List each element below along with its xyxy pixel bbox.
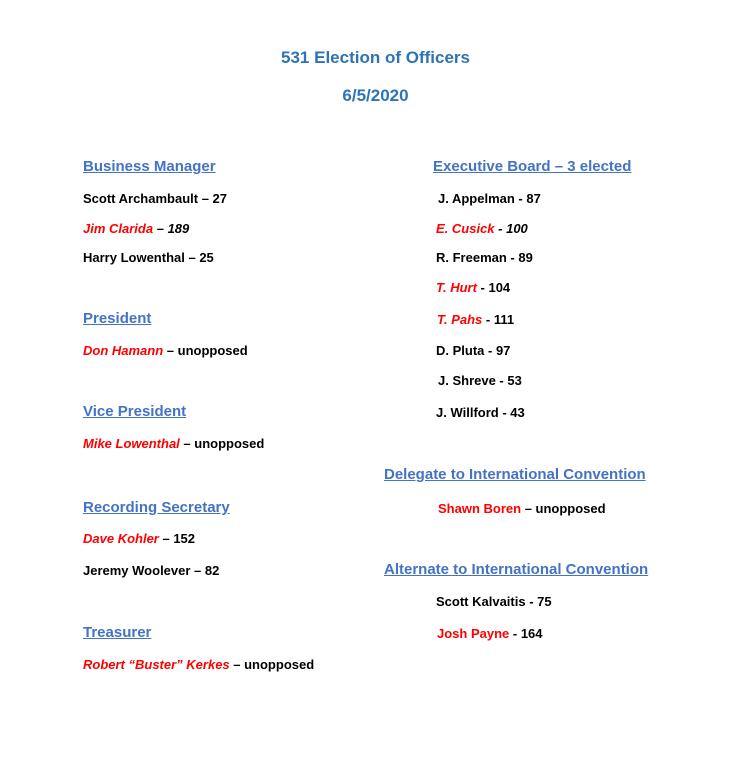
candidate-line-winner bbox=[437, 312, 514, 327]
winner-name: Mike Lowenthal bbox=[83, 436, 180, 451]
executive-board-heading: Executive Board – 3 elected bbox=[433, 158, 632, 175]
candidate-votes: - 164 bbox=[509, 626, 543, 641]
candidate-result: – unopposed bbox=[163, 343, 248, 358]
candidate-line: Scott Kalvaitis - 75 bbox=[436, 594, 552, 609]
candidate-result: – 152 bbox=[158, 531, 196, 546]
candidate-line: D. Pluta - 97 bbox=[436, 343, 511, 358]
candidate-line-winner bbox=[436, 221, 528, 236]
business-manager-heading: Business Manager bbox=[83, 158, 216, 175]
candidate-line-winner bbox=[83, 657, 314, 672]
candidate-result: – unopposed bbox=[521, 501, 606, 516]
winner-name: Josh Payne bbox=[437, 626, 510, 641]
candidate-name: Scott Archambault bbox=[83, 191, 199, 206]
candidate-line-winner bbox=[436, 280, 510, 295]
candidate-line-winner bbox=[437, 626, 543, 641]
winner-name: T. Pahs bbox=[437, 312, 483, 327]
candidate-line-winner bbox=[438, 501, 606, 516]
candidate-line-winner bbox=[83, 436, 264, 451]
candidate-line: J. Shreve - 53 bbox=[438, 373, 522, 388]
treasurer-heading: Treasurer bbox=[83, 624, 152, 641]
candidate-separator: – bbox=[153, 221, 168, 236]
recording-secretary-heading: Recording Secretary bbox=[83, 499, 230, 516]
candidate-result: – 82 bbox=[190, 563, 220, 578]
candidate-line-winner bbox=[83, 531, 195, 546]
delegate-heading: Delegate to International Convention bbox=[384, 466, 646, 483]
winner-name: Jim Clarida bbox=[83, 221, 154, 236]
election-date: 6/5/2020 bbox=[342, 86, 409, 105]
candidate-line bbox=[83, 250, 214, 265]
document-title: 531 Election of Officers bbox=[281, 48, 470, 67]
alternate-heading: Alternate to International Convention bbox=[384, 561, 649, 578]
candidate-line: R. Freeman - 89 bbox=[436, 250, 533, 265]
candidate-line-winner bbox=[83, 343, 248, 358]
candidate-votes: 189 bbox=[167, 221, 190, 236]
candidate-line-winner bbox=[83, 221, 189, 236]
winner-name: Shawn Boren bbox=[438, 501, 522, 516]
winner-name: E. Cusick bbox=[436, 221, 495, 236]
candidate-result: – 27 bbox=[198, 191, 228, 206]
candidate-result: – unopposed bbox=[179, 436, 265, 451]
winner-name: Robert “Buster” Kerkes bbox=[83, 657, 230, 672]
candidate-votes: - 111 bbox=[482, 312, 515, 327]
candidate-line: J. Willford - 43 bbox=[436, 405, 525, 420]
candidate-result: – 25 bbox=[184, 250, 214, 265]
candidate-line: J. Appelman - 87 bbox=[438, 191, 541, 206]
president-heading: President bbox=[83, 310, 152, 327]
candidate-name: Harry Lowenthal bbox=[83, 250, 185, 265]
candidate-votes: - 104 bbox=[476, 280, 511, 295]
winner-name: Dave Kohler bbox=[83, 531, 159, 546]
candidate-result: – unopposed bbox=[229, 657, 315, 672]
winner-name: T. Hurt bbox=[436, 280, 477, 295]
vice-president-heading: Vice President bbox=[83, 403, 187, 420]
candidate-name: Jeremy Woolever bbox=[83, 563, 191, 578]
candidate-votes: - 100 bbox=[494, 221, 528, 236]
candidate-line bbox=[83, 191, 227, 206]
candidate-line bbox=[83, 563, 219, 578]
winner-name: Don Hamann bbox=[83, 343, 164, 358]
